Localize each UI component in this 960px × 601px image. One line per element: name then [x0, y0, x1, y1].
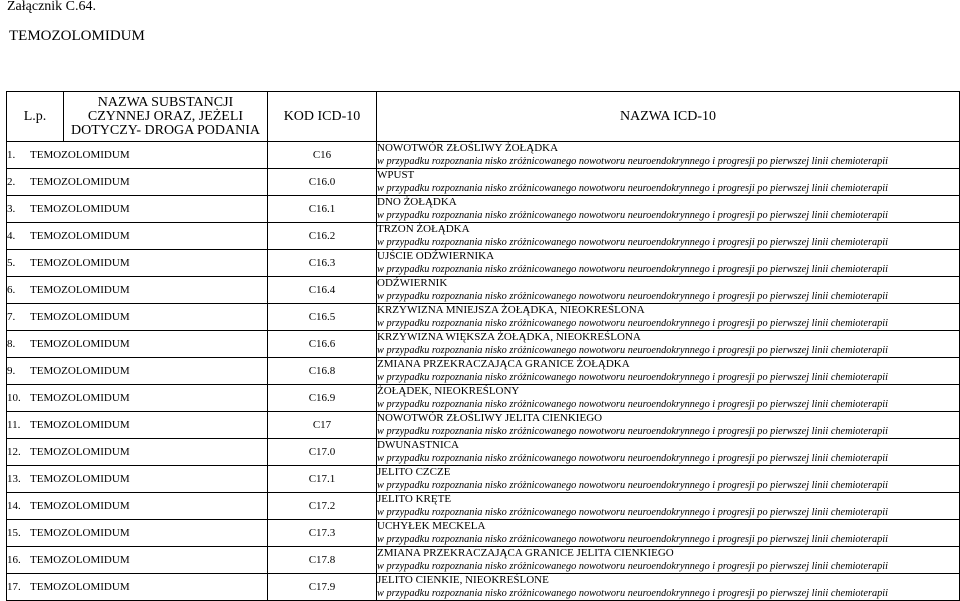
row-number: 17. [7, 581, 21, 593]
icd-note: w przypadku rozpoznania nisko zróżnicowanego nowotworu neuroendokrynnego i progresji po pierwszej linii chemioterapii [377, 345, 889, 356]
lp-substance-cell [7, 196, 268, 223]
row-number: 8. [7, 338, 16, 350]
row-number: 4. [7, 230, 16, 242]
icd-name: JELITO CZCZE [377, 466, 451, 478]
header-code: KOD ICD-10 [268, 92, 377, 142]
lp-substance-cell [7, 547, 268, 574]
table-row [7, 331, 960, 358]
icd-code: C16.5 [268, 304, 377, 331]
icd-name-cell [377, 250, 960, 277]
substance-name: TEMOZOLOMIDUM [30, 257, 130, 269]
row-number: 10. [7, 392, 21, 404]
icd-note: w przypadku rozpoznania nisko zróżnicowanego nowotworu neuroendokrynnego i progresji po pierwszej linii chemioterapii [377, 399, 889, 410]
icd-note: w przypadku rozpoznania nisko zróżnicowanego nowotworu neuroendokrynnego i progresji po pierwszej linii chemioterapii [377, 588, 889, 599]
icd-code: C16.8 [268, 358, 377, 385]
icd-note: w przypadku rozpoznania nisko zróżnicowanego nowotworu neuroendokrynnego i progresji po pierwszej linii chemioterapii [377, 534, 889, 545]
icd-table [6, 91, 960, 601]
icd-code: C17.8 [268, 547, 377, 574]
icd-note: w przypadku rozpoznania nisko zróżnicowanego nowotworu neuroendokrynnego i progresji po pierwszej linii chemioterapii [377, 210, 889, 221]
icd-note: w przypadku rozpoznania nisko zróżnicowanego nowotworu neuroendokrynnego i progresji po pierwszej linii chemioterapii [377, 426, 889, 437]
substance-name: TEMOZOLOMIDUM [30, 500, 130, 512]
icd-name-cell [377, 142, 960, 169]
icd-name-cell [377, 358, 960, 385]
row-number: 12. [7, 446, 21, 458]
icd-code: C16.0 [268, 169, 377, 196]
table-row [7, 520, 960, 547]
row-number: 1. [7, 149, 16, 161]
icd-name-cell [377, 223, 960, 250]
row-number: 15. [7, 527, 21, 539]
icd-name: WPUST [377, 169, 415, 181]
icd-name-cell [377, 574, 960, 601]
table-row [7, 412, 960, 439]
table-row [7, 142, 960, 169]
icd-name: TRZON ŻOŁĄDKA [377, 223, 470, 235]
table-row [7, 574, 960, 601]
header-substance-line-1: NAZWA SUBSTANCJI [97, 94, 234, 110]
row-number: 13. [7, 473, 21, 485]
icd-name-cell [377, 412, 960, 439]
icd-name: ŻOŁĄDEK, NIEOKREŚLONY [377, 385, 520, 397]
substance-name: TEMOZOLOMIDUM [30, 365, 130, 377]
icd-code: C16.3 [268, 250, 377, 277]
icd-name: KRZYWIZNA MNIEJSZA ŻOŁĄDKA, NIEOKREŚLONA [377, 304, 645, 316]
table-row [7, 493, 960, 520]
substance-name: TEMOZOLOMIDUM [30, 554, 130, 566]
icd-name-cell [377, 439, 960, 466]
row-number: 6. [7, 284, 16, 296]
icd-note: w przypadku rozpoznania nisko zróżnicowanego nowotworu neuroendokrynnego i progresji po pierwszej linii chemioterapii [377, 480, 889, 491]
icd-name: NOWOTWÓR ZŁOŚLIWY JELITA CIENKIEGO [377, 412, 603, 424]
icd-name-cell [377, 520, 960, 547]
table-row [7, 385, 960, 412]
icd-name: ZMIANA PRZEKRACZAJĄCA GRANICE JELITA CIENKIEGO [377, 547, 674, 559]
substance-name: TEMOZOLOMIDUM [30, 473, 130, 485]
substance-name: TEMOZOLOMIDUM [30, 203, 130, 215]
row-number: 9. [7, 365, 16, 377]
table-row [7, 169, 960, 196]
table-row [7, 466, 960, 493]
substance-name: TEMOZOLOMIDUM [30, 176, 130, 188]
table-row [7, 547, 960, 574]
substance-name: TEMOZOLOMIDUM [30, 230, 130, 242]
row-number: 7. [7, 311, 16, 323]
row-number: 5. [7, 257, 16, 269]
icd-name: NOWOTWÓR ZŁOŚLIWY ŻOŁĄDKA [377, 142, 559, 154]
icd-name: KRZYWIZNA WIĘKSZA ŻOŁĄDKA, NIEOKREŚLONA [377, 331, 641, 343]
icd-code: C17.2 [268, 493, 377, 520]
icd-code: C16.6 [268, 331, 377, 358]
icd-name: ZMIANA PRZEKRACZAJĄCA GRANICE ŻOŁĄDKA [377, 358, 630, 370]
icd-note: w przypadku rozpoznania nisko zróżnicowanego nowotworu neuroendokrynnego i progresji po pierwszej linii chemioterapii [377, 183, 889, 194]
table-row [7, 196, 960, 223]
icd-code: C17.1 [268, 466, 377, 493]
substance-name: TEMOZOLOMIDUM [30, 527, 130, 539]
substance-name: TEMOZOLOMIDUM [30, 284, 130, 296]
icd-name-cell [377, 277, 960, 304]
icd-code: C16 [268, 142, 377, 169]
icd-note: w przypadku rozpoznania nisko zróżnicowanego nowotworu neuroendokrynnego i progresji po pierwszej linii chemioterapii [377, 291, 889, 302]
lp-substance-cell [7, 493, 268, 520]
row-number: 14. [7, 500, 21, 512]
substance-name: TEMOZOLOMIDUM [30, 311, 130, 323]
icd-name-cell [377, 547, 960, 574]
icd-code: C16.9 [268, 385, 377, 412]
icd-name: DWUNASTNICA [377, 439, 459, 451]
lp-substance-cell [7, 304, 268, 331]
row-number: 3. [7, 203, 16, 215]
row-number: 11. [7, 419, 21, 431]
icd-note: w przypadku rozpoznania nisko zróżnicowanego nowotworu neuroendokrynnego i progresji po pierwszej linii chemioterapii [377, 372, 889, 383]
substance-name: TEMOZOLOMIDUM [30, 446, 130, 458]
lp-substance-cell [7, 331, 268, 358]
icd-name: ODŹWIERNIK [377, 277, 448, 289]
icd-name-cell [377, 331, 960, 358]
row-number: 2. [7, 176, 16, 188]
icd-name-cell [377, 304, 960, 331]
table-row [7, 250, 960, 277]
icd-name-cell [377, 385, 960, 412]
table-row [7, 439, 960, 466]
table-row [7, 277, 960, 304]
header-substance-line-2: CZYNNEJ ORAZ, JEŻELI [87, 108, 244, 124]
annex-label: Załącznik C.64. [7, 0, 97, 14]
drug-title: TEMOZOLOMIDUM [9, 28, 145, 44]
icd-code: C16.2 [268, 223, 377, 250]
icd-note: w przypadku rozpoznania nisko zróżnicowanego nowotworu neuroendokrynnego i progresji po pierwszej linii chemioterapii [377, 507, 889, 518]
icd-code: C16.4 [268, 277, 377, 304]
lp-substance-cell [7, 412, 268, 439]
lp-substance-cell [7, 574, 268, 601]
icd-code: C16.1 [268, 196, 377, 223]
row-number: 16. [7, 554, 21, 566]
icd-name-cell [377, 169, 960, 196]
lp-substance-cell [7, 223, 268, 250]
table-row [7, 223, 960, 250]
substance-name: TEMOZOLOMIDUM [30, 392, 130, 404]
table-row [7, 358, 960, 385]
header-lp: L.p. [7, 92, 64, 142]
header-substance-line-3: DOTYCZY- DROGA PODANIA [71, 122, 260, 138]
icd-code: C17.9 [268, 574, 377, 601]
table-row [7, 304, 960, 331]
substance-name: TEMOZOLOMIDUM [30, 149, 130, 161]
icd-name: JELITO CIENKIE, NIEOKREŚLONE [377, 574, 549, 586]
icd-note: w przypadku rozpoznania nisko zróżnicowanego nowotworu neuroendokrynnego i progresji po pierwszej linii chemioterapii [377, 453, 889, 464]
lp-substance-cell [7, 520, 268, 547]
icd-name-cell [377, 493, 960, 520]
lp-substance-cell [7, 439, 268, 466]
lp-substance-cell [7, 358, 268, 385]
table-header-row [7, 92, 960, 142]
lp-substance-cell [7, 277, 268, 304]
icd-note: w przypadku rozpoznania nisko zróżnicowanego nowotworu neuroendokrynnego i progresji po pierwszej linii chemioterapii [377, 561, 889, 572]
icd-name: DNO ŻOŁĄDKA [377, 196, 457, 208]
icd-code: C17 [268, 412, 377, 439]
icd-name-cell [377, 196, 960, 223]
header-name: NAZWA ICD-10 [377, 92, 960, 142]
header-substance [64, 92, 268, 142]
lp-substance-cell [7, 466, 268, 493]
icd-code: C17.3 [268, 520, 377, 547]
lp-substance-cell [7, 142, 268, 169]
icd-name: UJŚCIE ODŹWIERNIKA [377, 250, 495, 262]
icd-name-cell [377, 466, 960, 493]
icd-note: w przypadku rozpoznania nisko zróżnicowanego nowotworu neuroendokrynnego i progresji po pierwszej linii chemioterapii [377, 264, 889, 275]
lp-substance-cell [7, 250, 268, 277]
icd-note: w przypadku rozpoznania nisko zróżnicowanego nowotworu neuroendokrynnego i progresji po pierwszej linii chemioterapii [377, 237, 889, 248]
icd-note: w przypadku rozpoznania nisko zróżnicowanego nowotworu neuroendokrynnego i progresji po pierwszej linii chemioterapii [377, 318, 889, 329]
icd-name: UCHYŁEK MECKELA [377, 520, 486, 532]
icd-name: JELITO KRĘTE [377, 493, 452, 505]
substance-name: TEMOZOLOMIDUM [30, 338, 130, 350]
icd-note: w przypadku rozpoznania nisko zróżnicowanego nowotworu neuroendokrynnego i progresji po pierwszej linii chemioterapii [377, 156, 889, 167]
lp-substance-cell [7, 169, 268, 196]
substance-name: TEMOZOLOMIDUM [30, 581, 130, 593]
icd-code: C17.0 [268, 439, 377, 466]
lp-substance-cell [7, 385, 268, 412]
substance-name: TEMOZOLOMIDUM [30, 419, 130, 431]
